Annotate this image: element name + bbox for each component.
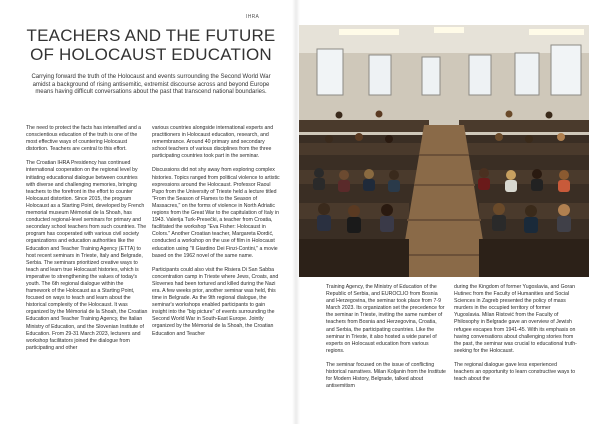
paragraph: The Croatian IHRA Presidency has continued international cooperation on the regional level by initiating educational dialogue between countries with diverse and challenging memories, bringing teachers to the forefront in the effort to counter Holocaust distortion. Since 2015, the program Holocaust as a Starting Point, developed by French memorial museum Mémorial de la Shoah, has conducted regional-level seminars for primary and secondary school teachers from such countries. The program has cooperated with various civil society organizations and education authorities like the Education and Teacher Training Agency (ETTA) to host recent seminars in Trieste, Italy and Belgrade, Serbia. The seminars prioritized creative ways to teach and learn true Holocaust histories, which is imperative to strengthening the values of today's youth. The 6th regional dialogue within the framework of the Holocaust as a Starting Point, focused on ways to teach and learn about the historical complexity of the Holocaust. It was organized by the Mémorial de la Shoah, the Croatian Education and Teacher Training Agency, the Italian Ministry of Education, and the Slovenian Institute of Education. From 29-31 March 2023, lecturers and workshop facilitators joined the dialogue from participating and other [26, 160, 148, 351]
paragraph: The seminar focused on the issue of conflicting historical narratives. Milan Koljanin from the Institute for Modern History, Belgrade, talked about antisemitism [326, 361, 446, 390]
paragraph: during the Kingdom of former Yugoslavia, and Goran Hutinec from the Faculty of Humanities and Social Sciences in Zagreb presented the policy of mass murders in the occupied territory of former Yugoslavia. Milan Ristović from the Faculty of Philosophy in Belgrade gave an overview of Jewish refugee escapes from 1941-45. With its emphasis on having conversations about challenging stories from the past, the seminar was crucial to educational truth-seeking for the Holocaust. [454, 284, 577, 354]
paragraph: The need to protect the facts has intensified and a conscientious education of the truth is one of the most effective ways of countering Holocaust distortion. Teachers are central to this effort. [26, 125, 142, 153]
running-head: IHRA [246, 14, 260, 20]
paragraph: Training Agency, the Ministry of Education of the Republic of Serbia, and EUROCLIO from Bosnia and Herzegovina, the seminar took place from 7-9 March 2023. Its organization set the precedence for the seminar in Trieste, inviting the same number of teachers from Bosnia and Herzegovina, Croatia, and Serbia, the participating countries. Like the seminar in Trieste, it also hosted a wide panel of experts on Holocaust education from various regions. [326, 284, 445, 354]
body-column-2 [152, 125, 280, 345]
paragraph: Discussions did not shy away from exploring complex histories. Topics ranged from political violence to artistic expressions around the Holocaust. Professor Raoul Pupo from the University of Trieste held a lecture titled "From the Season of Flames to the Season of Massacres," on the forms of violence in North Adriatic regions from the Great War to the capitulation of Italy in 1943. Valerija Turk-Presečki, a teacher from Croatia, facilitated the workshop "Eva Fisher: Holocaust in Colors." Another Croatian teacher, Margareta Đordić, conducted a workshop on the use of film in Holocaust education using "Il Giardino Dei Finzi-Contini," a movie based on the 1962 novel of the same name. [152, 167, 280, 259]
title-line-1: TEACHERS AND THE FUTURE [26, 26, 276, 45]
standfirst: Carrying forward the truth of the Holocaust and events surrounding the Second World War amidst a background of rising antisemitic, extremist discourse across and beyond Europe means having difficult conversations about the past that transcend national boundaries. [31, 74, 271, 95]
seminar-photo [299, 25, 589, 277]
paragraph: various countries alongside international experts and practitioners in Holocaust education, research, and remembrance. Around 40 primary and secondary school teachers of various disciplines from the three participating countries took part in the seminar. [152, 125, 274, 160]
paragraph: Participants could also visit the Risiera Di San Sabba concentration camp in Trieste where Jews, Croats, and Slovenes had been tortured and killed during the Nazi era. A few weeks prior, another seminar was held, this time in Belgrade. As the 9th regional dialogue, the seminar's workshops enabled participants to gain insight into the "big picture" of events surrounding the Second World War in South-East Europe. Jointly organized by the Mémorial de la Shoah, the Croatian Education and Teacher [152, 266, 279, 337]
body-column-4 [454, 284, 578, 390]
lecture-hall-illustration [299, 25, 589, 277]
article-title [20, 26, 282, 64]
body-column-3 [326, 284, 446, 397]
title-line-2: OF HOLOCAUST EDUCATION [30, 45, 272, 64]
paragraph: The regional dialogue gave less experienced teachers an opportunity to learn constructive ways to teach about the [454, 361, 576, 383]
body-column-1 [26, 125, 148, 359]
